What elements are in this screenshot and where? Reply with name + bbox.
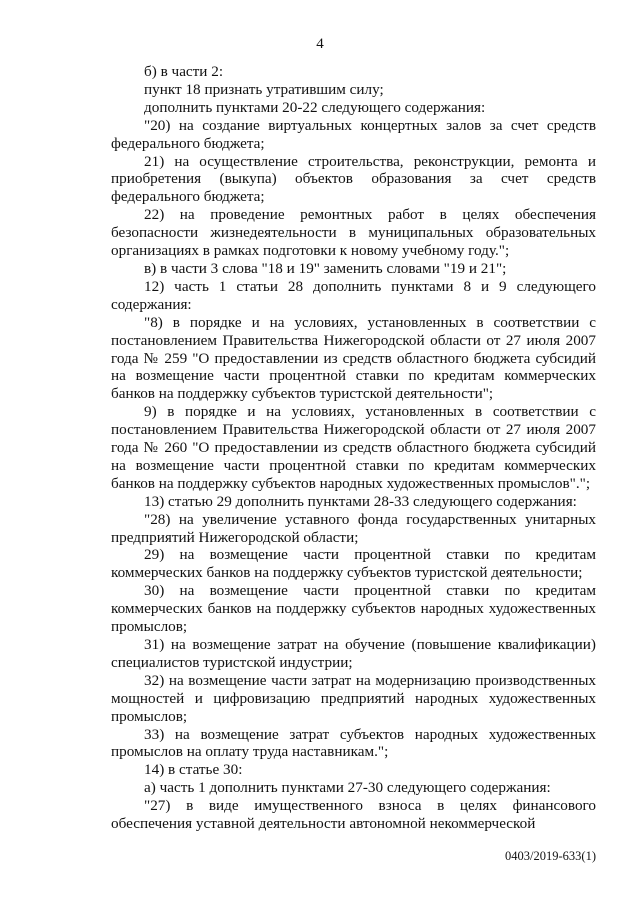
paragraph: 9) в порядке и на условиях, установленных в соответствии с постановлением Правительства Нижегородской области от 27 июля 2007 года № 260 "О предоставлении из средств областного бюджета субсидий на возмещение части процентной ставки по кредитам коммерческих банков на поддержку субъектов народных художественных промыслов"."; [111,403,596,492]
paragraph: 33) на возмещение затрат субъектов народных художественных промыслов на оплату труда наставникам."; [111,725,596,761]
paragraph: б) в части 2: [144,63,224,80]
paragraph: в) в части 3 слова "18 и 19" заменить словами "19 и 21"; [144,259,507,277]
paragraph: пункт 18 признать утратившим силу; [144,80,384,98]
paragraph: 12) часть 1 статьи 28 дополнить пунктами 8 и 9 следующего содержания: [111,277,596,313]
paragraph: "8) в порядке и на условиях, установленных в соответствии с постановлением Правительства Нижегородской области от 27 июля 2007 года № 259 "О предоставлении из средств областного бюджета субсидий на возмещение части процентной ставки по кредитам коммерческих банков на поддержку субъектов туристской деятельности"; [111,313,596,403]
document-code: 0403/2019-633(1) [505,849,596,863]
paragraph: "28) на увеличение уставного фонда государственных унитарных предприятий Нижегородской области; [111,510,596,546]
paragraph: 22) на проведение ремонтных работ в целях обеспечения безопасности жизнедеятельности в муниципальных образовательных организациях в рамках подготовки к новому учебному году."; [111,206,596,260]
paragraph: "20) на создание виртуальных концертных залов за счет средств федерального бюджета; [111,116,596,152]
paragraph: 29) на возмещение части процентной ставки по кредитам коммерческих банков на поддержку субъектов туристской деятельности; [111,546,596,582]
paragraph: 30) на возмещение части процентной ставки по кредитам коммерческих банков на поддержку субъектов народных художественных промыслов; [111,582,596,636]
paragraph: 14) в статье 30: [144,761,243,779]
paragraph: "27) в виде имущественного взноса в целях финансового обеспечения уставной деятельности автономной некоммерческой [111,797,596,833]
paragraph: 32) на возмещение части затрат на модернизацию производственных мощностей и цифровизацию предприятий народных художественных промыслов; [111,671,596,725]
page-number: 4 [316,36,324,52]
paragraph: дополнить пунктами 20-22 следующего содержания: [144,98,486,116]
paragraph: 13) статью 29 дополнить пунктами 28-33 следующего содержания: [144,492,577,510]
document-body [111,63,596,833]
paragraph: 31) на возмещение затрат на обучение (повышение квалификации) специалистов туристской индустрии; [111,636,596,671]
paragraph: а) часть 1 дополнить пунктами 27-30 следующего содержания: [144,779,551,797]
paragraph: 21) на осуществление строительства, реконструкции, ремонта и приобретения (выкупа) объектов образования за счет средств федерального бюджета; [111,152,596,206]
